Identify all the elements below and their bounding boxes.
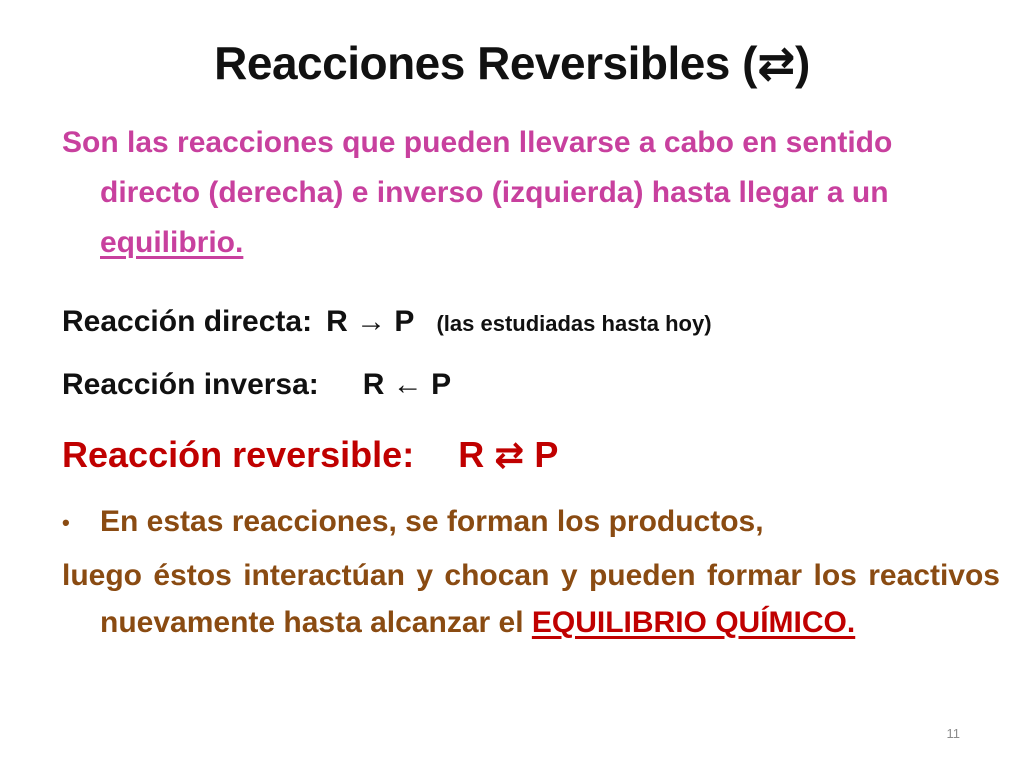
inverse-reaction-line — [62, 360, 962, 410]
slide-title: Reacciones Reversibles (⇄) — [214, 37, 810, 89]
direct-reaction-note: (las estudiadas hasta hoy) — [436, 311, 712, 336]
bullet-marker: • — [62, 510, 70, 536]
intro-emphasis: equilibrio. — [100, 226, 244, 259]
inverse-reaction-equation: R ← P — [362, 368, 452, 401]
reversible-reaction-equation: R ⇄ P — [458, 434, 559, 475]
reversible-reaction-line — [62, 430, 962, 480]
direct-reaction-label: Reacción directa: — [62, 305, 313, 338]
bullet-text: En estas reacciones, se forman los productos, — [100, 505, 764, 538]
intro-text: Son las reacciones que pueden llevarse a cabo en sentido directo (derecha) e inverso (izquierda) hasta llegar a un — [62, 126, 893, 209]
intro-paragraph — [62, 118, 1000, 268]
direct-reaction-equation: R → P — [326, 305, 415, 338]
direct-reaction-line — [62, 297, 962, 349]
closing-emphasis: EQUILIBRIO QUÍMICO. — [531, 606, 856, 639]
reversible-reaction-label: Reacción reversible: — [62, 434, 415, 475]
closing-text: luego éstos interactúan y chocan y pueden formar los reactivos nuevamente hasta alcanzar el — [62, 559, 1000, 639]
closing-paragraph — [62, 552, 1000, 646]
inverse-reaction-label: Reacción inversa: — [62, 368, 319, 401]
bullet-item — [62, 497, 962, 548]
page-number: 11 — [946, 726, 960, 741]
